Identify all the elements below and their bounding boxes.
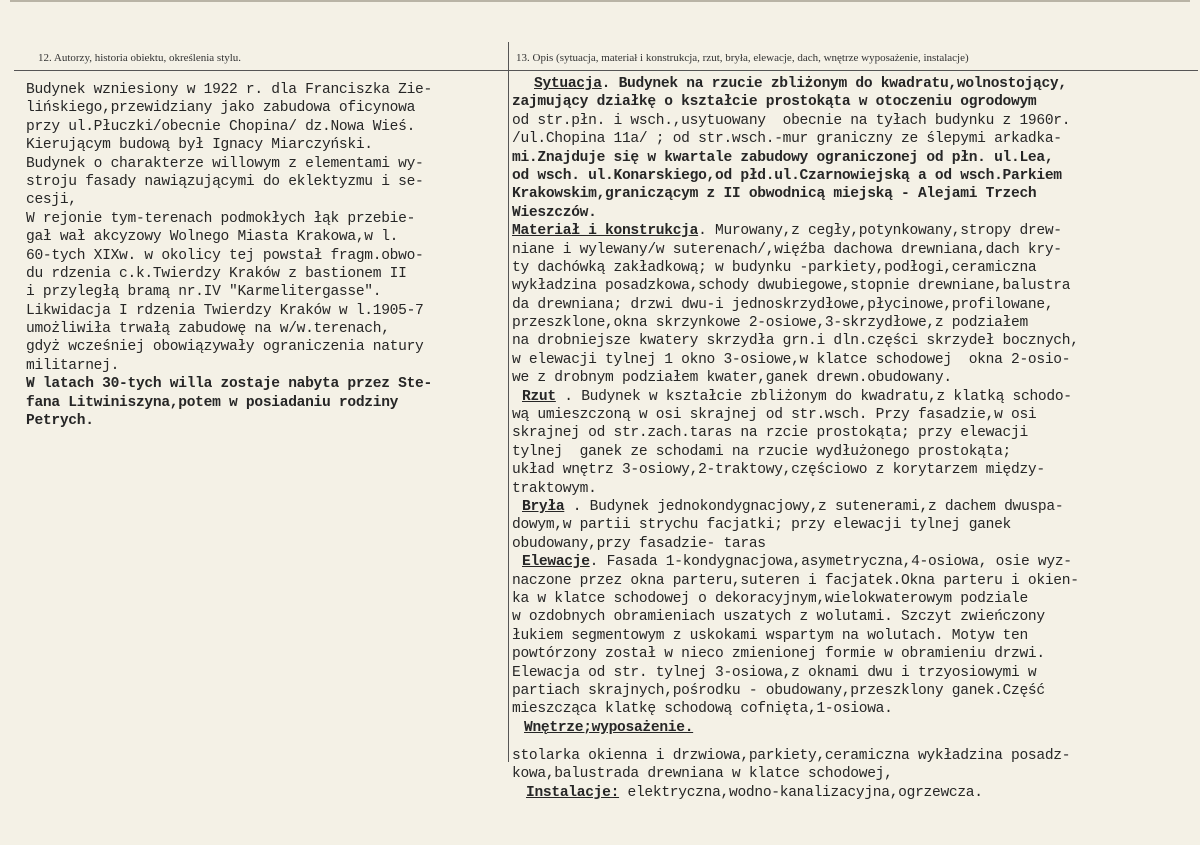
section-label-wnetrze: Wnętrze;wyposażenie. [524, 719, 694, 736]
right-line: niane i wylewany/w suterenach/,więźba dachowa drewniana,dach kry- [512, 241, 1062, 258]
left-line: cesji, [26, 192, 77, 209]
right-line: tylnej ganek ze schodami na rzucie wydłużonego prostokąta; [512, 443, 1012, 460]
right-line: obudowany,przy fasadzie- taras [512, 535, 766, 552]
right-line: mi.Znajduje się w kwartale zabudowy ograniczonej od płn. ul.Lea, [512, 149, 1054, 166]
section-bryla-first-line [512, 498, 1196, 516]
right-line: w elewacji tylnej 1 okno 3-osiowe,w klatce schodowej okna 2-osio- [512, 351, 1071, 368]
right-line: Wieszczów. [512, 204, 597, 221]
right-line: stolarka okienna i drzwiowa,parkiety,ceramiczna wykładzina posadz- [512, 748, 1071, 765]
right-line: . Budynek na rzucie zbliżonym do kwadratu,wolnostojący, [601, 76, 1067, 92]
right-line: ty dachówką zakładkową; w budynku -parkiety,podłogi,ceramiczna [512, 259, 1037, 276]
right-line: ka w klatce schodowej o dekoracyjnym,wielokwaterowym podziale [512, 590, 1028, 607]
section-label-material: Materiał i konstrukcja [512, 223, 699, 240]
right-line: traktowym. [512, 480, 597, 497]
right-line: od str.płn. i wsch.,usytuowany obecnie na tyłach budynku z 1960r. [512, 112, 1071, 129]
left-column-text [26, 81, 504, 430]
right-line: . Murowany,z cegły,potynkowany,stropy drew- [698, 223, 1062, 240]
section-instalacje-line [512, 784, 1196, 802]
right-line: w ozdobnych obramieniach uszatych z wolutami. Szczyt zwieńczony [512, 609, 1045, 626]
left-column-header: 12. Autorzy, historia obiektu, określenia stylu. [38, 52, 242, 64]
right-line: wą umieszczoną w osi skrajnej od str.wsch. Przy fasadzie,w osi [512, 407, 1037, 424]
left-line: i przyległą bramą nr.IV "Karmelitergasse". [26, 284, 382, 301]
left-line: przy ul.Płuczki/obecnie Chopina/ dz.Nowa Wieś. [26, 118, 416, 135]
right-line: we z drobnym podziałem kwater,ganek drewn.obudowany. [512, 370, 952, 387]
right-line: powtórzony został w nieco zmienionej formie w obramieniu drzwi. [512, 646, 1045, 663]
section-label-instalacje: Instalacje: [526, 784, 620, 801]
right-line: kowa,balustrada drewniana w klatce schodowej, [512, 766, 893, 783]
right-line: układ wnętrz 3-osiowy,2-traktowy,częściowo z korytarzem między- [512, 462, 1045, 479]
left-line: gdyż wcześniej obowiązywały ograniczenia natury [26, 339, 424, 356]
left-line: gał wał akcyzowy Wolnego Miasta Krakowa,w l. [26, 229, 399, 246]
left-line: Kierującym budową był Ignacy Miarczyński. [26, 137, 373, 154]
right-line: Krakowskim,graniczącym z II obwodnicą miejską - Alejami Trzech [512, 186, 1037, 203]
left-line-bold: fana Litwiniszyna,potem w posiadaniu rodziny [26, 394, 399, 411]
left-line: Likwidacja I rdzenia Twierdzy Kraków w l.1905-7 [26, 302, 424, 319]
right-line: Elewacja od str. tylnej 3-osiowa,z oknami dwu i trzyosiowymi w [512, 664, 1037, 681]
section-sytuacja-first-line [512, 75, 1196, 93]
right-line: na drobniejsze kwatery skrzydła grn.i dln.części skrzydeł bocznych, [512, 333, 1079, 350]
right-line: skrajnej od str.zach.taras na rzcie prostokąta; przy elewacji [512, 425, 1028, 442]
right-line: łukiem segmentowym z uskokami wspartym na wolutach. Motyw ten [512, 627, 1028, 644]
section-wnetrze-label-line [512, 719, 1196, 737]
sheet-top-edge [10, 0, 1190, 2]
left-line: Budynek wzniesiony w 1922 r. dla Franciszka Zie- [26, 82, 432, 98]
section-label-bryla: Bryła [522, 498, 565, 515]
spacer [512, 737, 1196, 747]
right-line: da drewniana; drzwi dwu-i jednoskrzydłowe,płycinowe,profilowane, [512, 296, 1054, 313]
right-line: mieszcząca klatkę schodową cofnięta,1-osiowa. [512, 701, 893, 718]
left-line: 60-tych XIXw. w okolicy tej powstał fragm.obwo- [26, 247, 424, 264]
right-line: przeszklone,okna skrzynkowe 2-osiowe,3-skrzydłowe,z podziałem [512, 315, 1028, 332]
right-column-text [512, 75, 1196, 802]
left-line: militarnej. [26, 357, 120, 374]
column-divider [508, 42, 509, 762]
right-line: /ul.Chopina 11a/ ; od str.wsch.-mur graniczny ze ślepymi arkadka- [512, 131, 1062, 148]
left-line: stroju fasady nawiązującymi do eklektyzmu i se- [26, 173, 424, 190]
right-column-header: 13. Opis (sytuacja, materiał i konstrukcja, rzut, bryła, elewacje, dach, wnętrze wyposażenie, instalacje) [516, 52, 969, 64]
right-line: elektryczna,wodno-kanalizacyjna,ogrzewcza. [619, 784, 983, 801]
left-line: Budynek o charakterze willowym z elementami wy- [26, 155, 424, 172]
left-line: W rejonie tym-terenach podmokłych łąk przebie- [26, 210, 416, 227]
right-line: . Budynek jednokondygnacjowy,z sutenerami,z dachem dwuspa- [564, 498, 1064, 515]
left-line-bold: Petrych. [26, 413, 94, 430]
right-line: naczone przez okna parteru,suteren i facjatek.Okna parteru i okien- [512, 572, 1079, 589]
section-rzut-first-line [512, 388, 1196, 406]
section-elewacje-first-line [512, 553, 1196, 571]
right-line: . Fasada 1-kondygnacjowa,asymetryczna,4-osiowa, osie wyz- [589, 554, 1072, 571]
left-line: lińskiego,przewidziany jako zabudowa oficynowa [26, 100, 416, 117]
section-material-first-line [512, 222, 1196, 240]
section-label-elewacje: Elewacje [522, 554, 590, 571]
section-label-rzut: Rzut [522, 388, 556, 405]
right-line: partiach skrajnych,pośrodku - obudowany,przeszklony ganek.Część [512, 682, 1045, 699]
right-line: wykładzina posadzkowa,schody dwubiegowe,stopnie drewniane,balustra [512, 278, 1071, 295]
right-line: dowym,w partii strychu facjatki; przy elewacji tylnej ganek [512, 517, 1012, 534]
left-line: du rdzenia c.k.Twierdzy Kraków z bastionem II [26, 265, 407, 282]
section-label-sytuacja: Sytuacja [534, 76, 602, 92]
right-line: . Budynek w kształcie zbliżonym do kwadratu,z klatką schodo- [555, 388, 1072, 405]
right-line: zajmujący działkę o kształcie prostokąta w otoczeniu ogrodowym [512, 94, 1037, 111]
right-line: od wsch. ul.Konarskiego,od płd.ul.Czarnowiejską a od wsch.Parkiem [512, 167, 1062, 184]
header-rule [14, 70, 1198, 71]
left-line: umożliwiła trwałą zabudowę na w/w.terenach, [26, 321, 390, 338]
left-line-bold: W latach 30-tych willa zostaje nabyta przez Ste- [26, 376, 432, 393]
